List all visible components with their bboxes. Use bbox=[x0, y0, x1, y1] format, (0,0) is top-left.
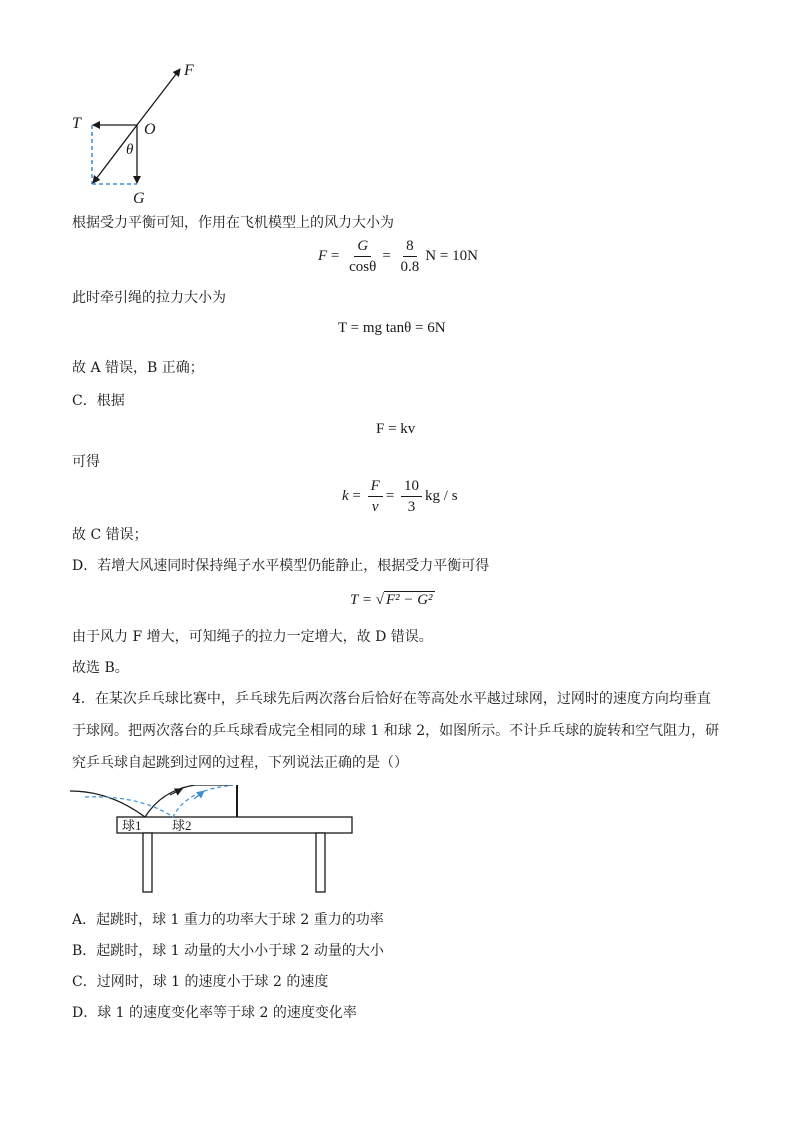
label-G: G bbox=[133, 190, 145, 207]
solution-line-3: 故 A 错误，B 正确； bbox=[72, 360, 204, 376]
force-diagram bbox=[60, 55, 210, 210]
table-leg-right bbox=[316, 833, 325, 892]
ball1-label: 球1 bbox=[122, 818, 142, 833]
option-c: C．过网时，球 1 的速度小于球 2 的速度 bbox=[72, 974, 329, 990]
solution-line-9: 故选 B。 bbox=[72, 660, 129, 676]
option-d: D．球 1 的速度变化率等于球 2 的速度变化率 bbox=[72, 1005, 357, 1021]
solution-line-2: 此时牵引绳的拉力大小为 bbox=[72, 290, 226, 306]
solution-line-5: 可得 bbox=[72, 454, 100, 470]
equation-wind-force: F = $\frac{G}{\cos\theta}$ = $\frac{8}{0.8}$ N = 10N bbox=[318, 238, 478, 275]
table-leg-left bbox=[143, 833, 152, 892]
equation-tension: T = mg tanθ = 6N bbox=[338, 320, 446, 336]
wind-force-arrow bbox=[137, 69, 180, 125]
label-T: T bbox=[72, 115, 81, 132]
label-F: F bbox=[184, 62, 194, 79]
solution-line-7: D．若增大风速同时保持绳子水平模型仍能静止，根据受力平衡可得 bbox=[72, 558, 490, 574]
solution-line-8: 由于风力 F 增大，可知绳子的拉力一定增大，故 D 错误。 bbox=[72, 629, 433, 645]
eq1-lhs: F bbox=[318, 247, 328, 264]
option-b: B．起跳时，球 1 动量的大小小于球 2 动量的大小 bbox=[72, 943, 384, 959]
solution-line-6: 故 C 错误； bbox=[72, 527, 148, 543]
ball2-label: 球2 bbox=[172, 818, 192, 833]
solution-line-4: C．根据 bbox=[72, 393, 125, 409]
table-tennis-diagram bbox=[70, 785, 360, 895]
solution-line-1: 根据受力平衡可知，作用在飞机模型上的风力大小为 bbox=[72, 215, 394, 231]
table-top bbox=[117, 817, 352, 833]
question-4-stem: 4．在某次乒乓球比赛中，乒乓球先后两次落台后恰好在等高处水平越过球网，过网时的速度方向均垂直于球网。把两次落台的乒乓球看成完全相同的球 1 和球 2，如图所示。不计乒乓球的旋转和空气阻力，研究乒乓球自起跳到过网的过程，下列说法正确的是（） bbox=[72, 691, 720, 771]
ball1-trajectory bbox=[70, 785, 233, 817]
option-a: A．起跳时，球 1 重力的功率大于球 2 重力的功率 bbox=[72, 912, 384, 928]
label-O: O bbox=[144, 121, 156, 138]
label-theta: θ bbox=[126, 142, 134, 158]
equation-drag: F = kv bbox=[376, 421, 416, 437]
equation-sqrt: T = √ F² − G² bbox=[350, 592, 433, 608]
equation-k: k = $\frac{F}{v}$ = $\frac{10}{3}$ kg / s bbox=[342, 478, 458, 515]
